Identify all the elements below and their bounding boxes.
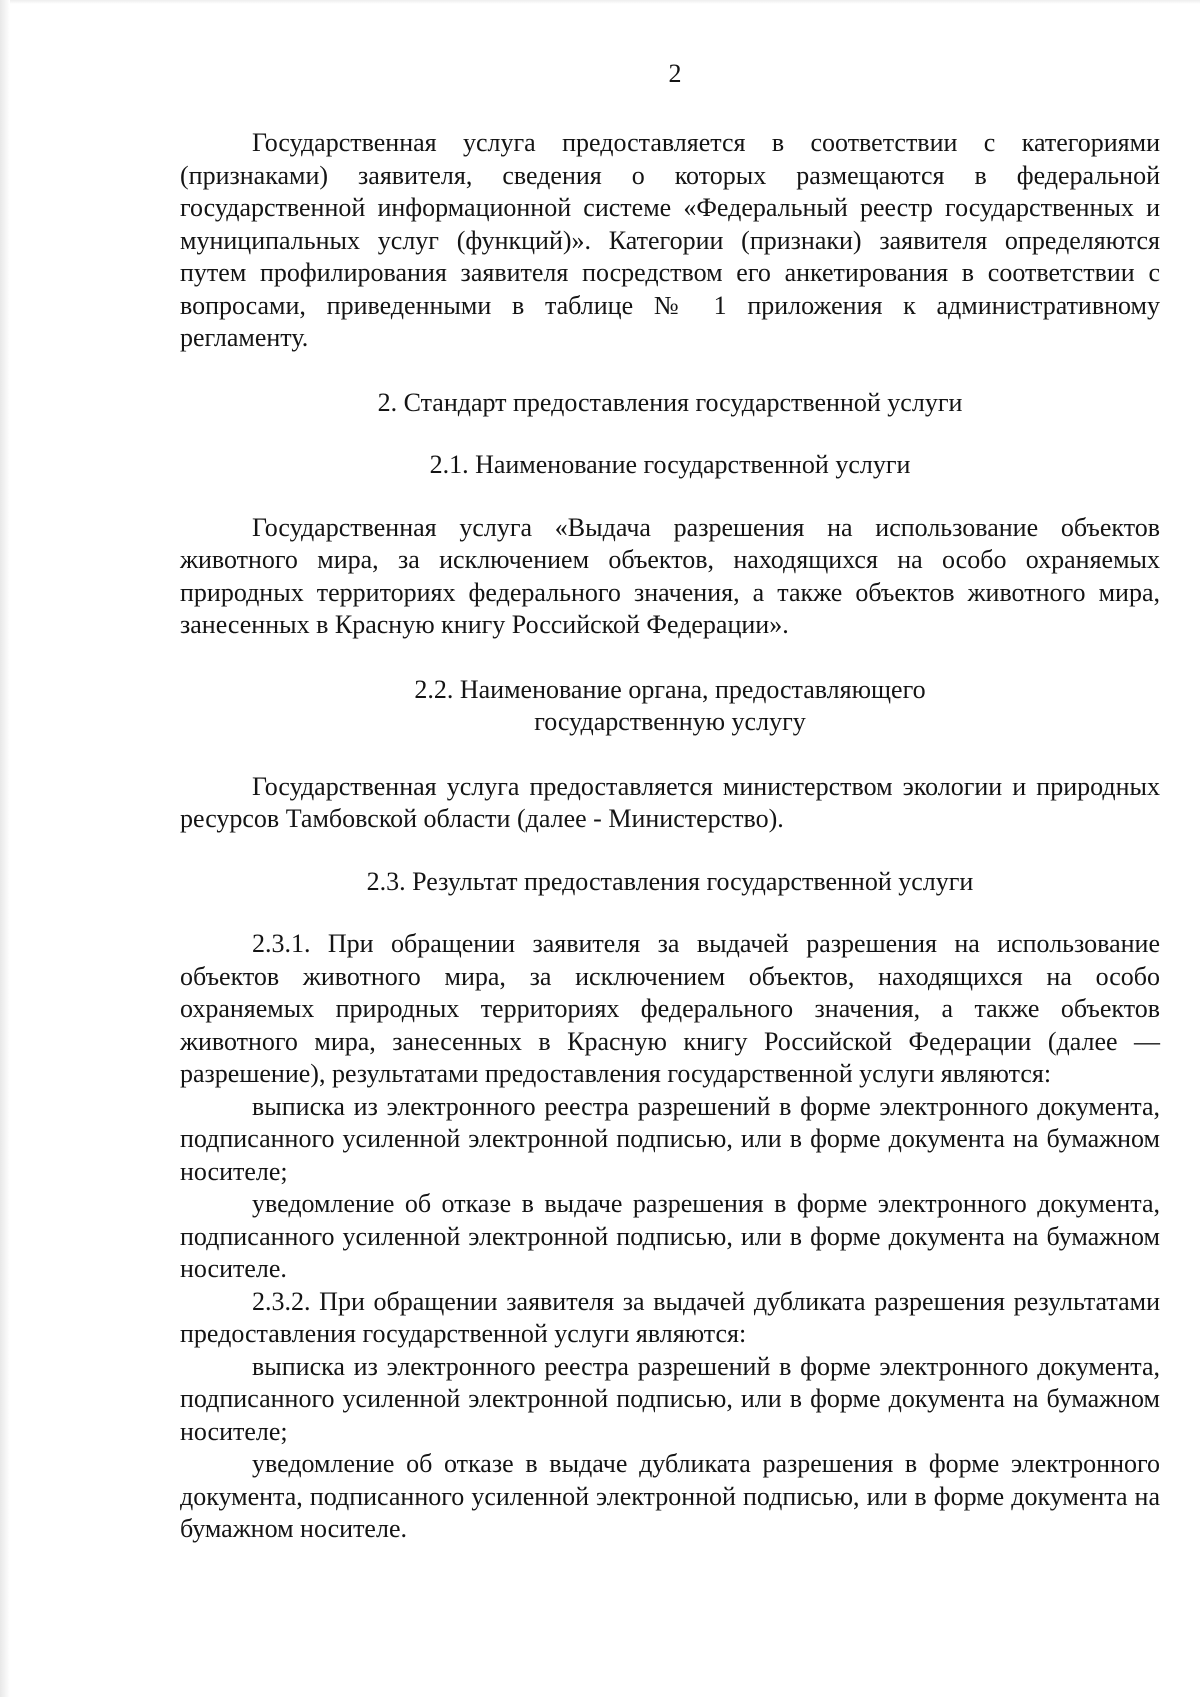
heading-section-2-1: 2.1. Наименование государственной услуги [429, 450, 911, 479]
paragraph-2-3-1: 2.3.1. При обращении заявителя за выдачей разрешения на использование объектов животного мира, за исключением объектов, находящихся на особо охраняемых природных территориях федерального значения, а также объектов животного мира, занесенных в Красную книгу Российской Федерации (далее — разрешение), результатами предоставления государственной услуги являются: [180, 929, 1160, 1088]
paragraph-intro: Государственная услуга предоставляется в соответствии с категориями (признаками) заявителя, сведения о которых размещаются в федеральной государственной информационной системе «Федеральный реестр государственных и муниципальных услуг (функций)». Категории (признаки) заявителя определяются путем профилирования заявителя посредством его анкетирования в соответствии с вопросами, приведенными в таблице № 1 приложения к административному регламенту. [180, 128, 1160, 352]
paragraph-2-3-1-a: выписка из электронного реестра разрешений в форме электронного документа, подписанного усиленной электронной подписью, или в форме документа на бумажном носителе; [180, 1091, 1160, 1186]
paragraph-2-3-2-b: уведомление об отказе в выдаче дубликата разрешения в форме электронного документа, подписанного усиленной электронной подписью, или в форме документа на бумажном носителе. [180, 1449, 1160, 1543]
spacer [180, 419, 1160, 449]
spacer [180, 898, 1160, 928]
heading-section-2-3: 2.3. Результат предоставления государственной услуги [366, 866, 974, 896]
paragraph-2-3-2: 2.3.2. При обращении заявителя за выдачей дубликата разрешения результатами предоставления государственной услуги являются: [180, 1286, 1160, 1348]
spacer [180, 836, 1160, 866]
spacer [180, 642, 1160, 674]
scan-top-shadow [0, 0, 1200, 4]
page-number: 2 [668, 59, 682, 88]
scan-left-shadow [0, 0, 10, 1697]
spacer [180, 739, 1160, 771]
document-body [180, 127, 1160, 1546]
spacer [180, 355, 1160, 387]
paragraph-2-2: Государственная услуга предоставляется министерством экологии и природных ресурсов Тамбовской области (далее - Министерство). [180, 771, 1160, 833]
heading-section-2-2-line1: 2.2. Наименование органа, предоставляющего [414, 674, 926, 704]
paragraph-2-3-2-a: выписка из электронного реестра разрешений в форме электронного документа, подписанного усиленной электронной подписью, или в форме документа на бумажном носителе; [180, 1351, 1160, 1446]
paragraph-2-3-1-b: уведомление об отказе в выдаче разрешения в форме электронного документа, подписанного усиленной электронной подписью, или в форме документа на бумажном носителе. [180, 1189, 1160, 1283]
heading-section-2: 2. Стандарт предоставления государственной услуги [377, 387, 963, 417]
heading-section-2-2 [180, 674, 1160, 739]
heading-section-2-2-line2: государственную услугу [534, 707, 806, 736]
paragraph-2-1: Государственная услуга «Выдача разрешения на использование объектов животного мира, за исключением объектов, находящихся на особо охраняемых природных территориях федерального значения, а также объектов животного мира, занесенных в Красную книгу Российской Федерации». [180, 512, 1160, 639]
spacer [180, 482, 1160, 512]
